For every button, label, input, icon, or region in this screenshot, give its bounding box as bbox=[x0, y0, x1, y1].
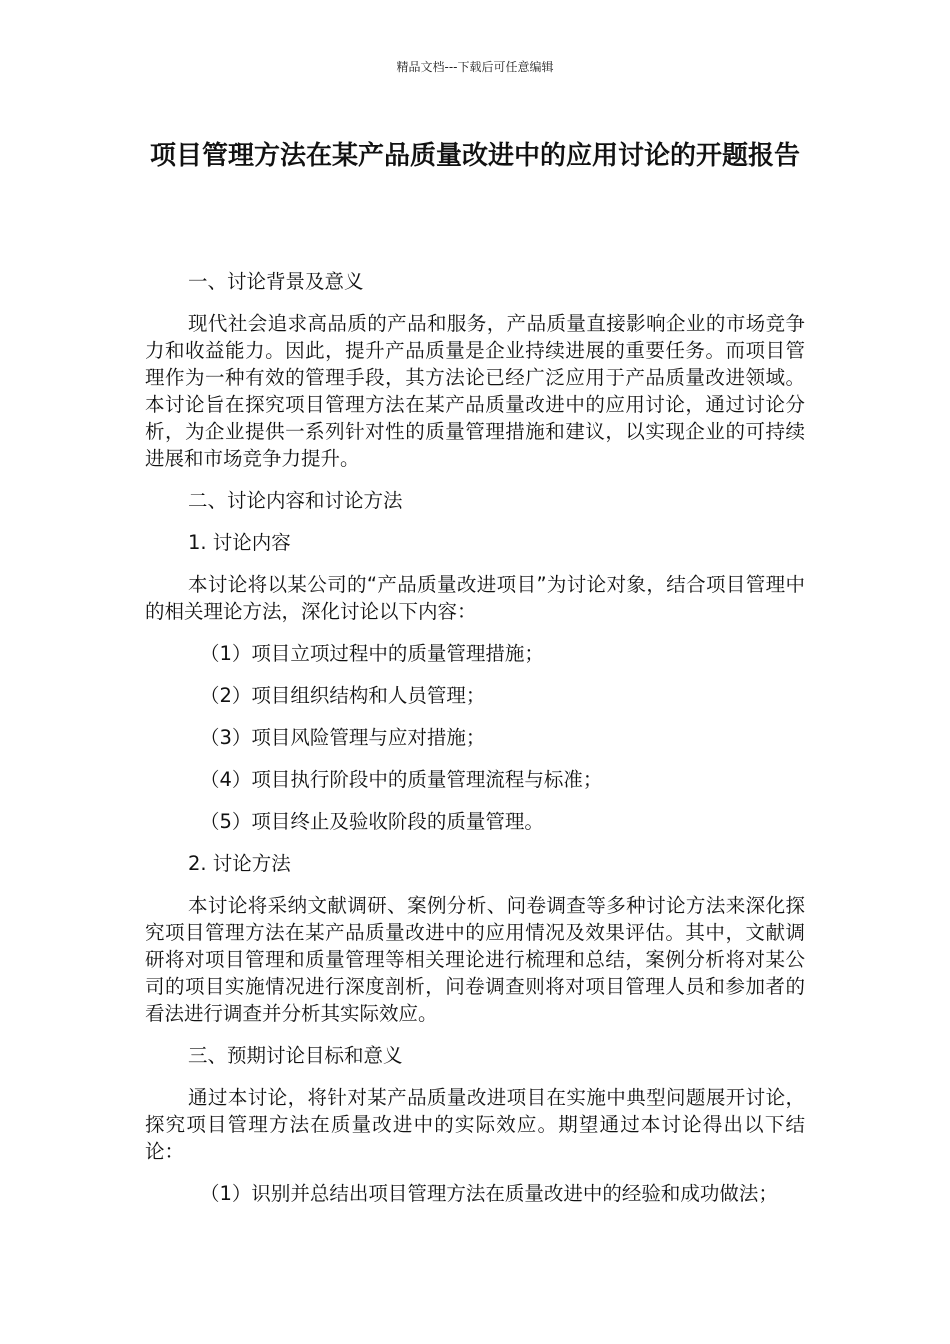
research-method-paragraph: 本讨论将采纳文献调研、案例分析、问卷调查等多种讨论方法来深化探究项目管理方法在某产品质量改进中的应用情况及效果评估。其中，文献调研将对项目管理和质量管理等相关理论进行梳理和总结，案例分析将对某公司的项目实施情况进行深度剖析，问卷调查则将对项目管理人员和参加者的看法进行调查并分析其实际效应。 bbox=[145, 894, 805, 1025]
list-item: （2）项目组织结构和人员管理； bbox=[200, 684, 486, 707]
list-item: （1）项目立项过程中的质量管理措施； bbox=[200, 642, 544, 665]
section-1-paragraph: 现代社会追求高品质的产品和服务，产品质量直接影响企业的市场竞争力和收益能力。因此，提升产品质量是企业持续进展的重要任务。而项目管理作为一种有效的管理手段，其方法论已经广泛应用于产品质量改进领域。本讨论旨在探究项目管理方法在某产品质量改进中的应用讨论，通过讨论分析，为企业提供一系列针对性的质量管理措施和建议，以实现企业的可持续进展和市场竞争力提升。 bbox=[145, 312, 805, 470]
section-3-paragraph: 通过本讨论，将针对某产品质量改进项目在实施中典型问题展开讨论，探究项目管理方法在质量改进中的实际效应。期望通过本讨论得出以下结论： bbox=[145, 1086, 805, 1163]
section-heading-1: 一、讨论背景及意义 bbox=[188, 270, 364, 293]
section-heading-3: 三、预期讨论目标和意义 bbox=[188, 1044, 403, 1067]
header-note: 精品文档---下载后可任意编辑 bbox=[396, 60, 554, 74]
research-content-paragraph: 本讨论将以某公司的“产品质量改进项目”为讨论对象，结合项目管理中的相关理论方法，深化讨论以下内容： bbox=[145, 573, 805, 623]
list-item: （3）项目风险管理与应对措施； bbox=[200, 726, 486, 749]
document-title: 项目管理方法在某产品质量改进中的应用讨论的开题报告 bbox=[149, 141, 800, 171]
document-body bbox=[145, 268, 805, 1222]
list-item: （1）识别并总结出项目管理方法在质量改进中的经验和成功做法； bbox=[200, 1182, 778, 1205]
subheading-research-method: 2. 讨论方法 bbox=[188, 852, 291, 875]
subheading-research-content: 1. 讨论内容 bbox=[188, 531, 291, 554]
list-item: （5）项目终止及验收阶段的质量管理。 bbox=[200, 810, 544, 833]
section-heading-2: 二、讨论内容和讨论方法 bbox=[188, 489, 403, 512]
list-item: （4）项目执行阶段中的质量管理流程与标准； bbox=[200, 768, 603, 791]
